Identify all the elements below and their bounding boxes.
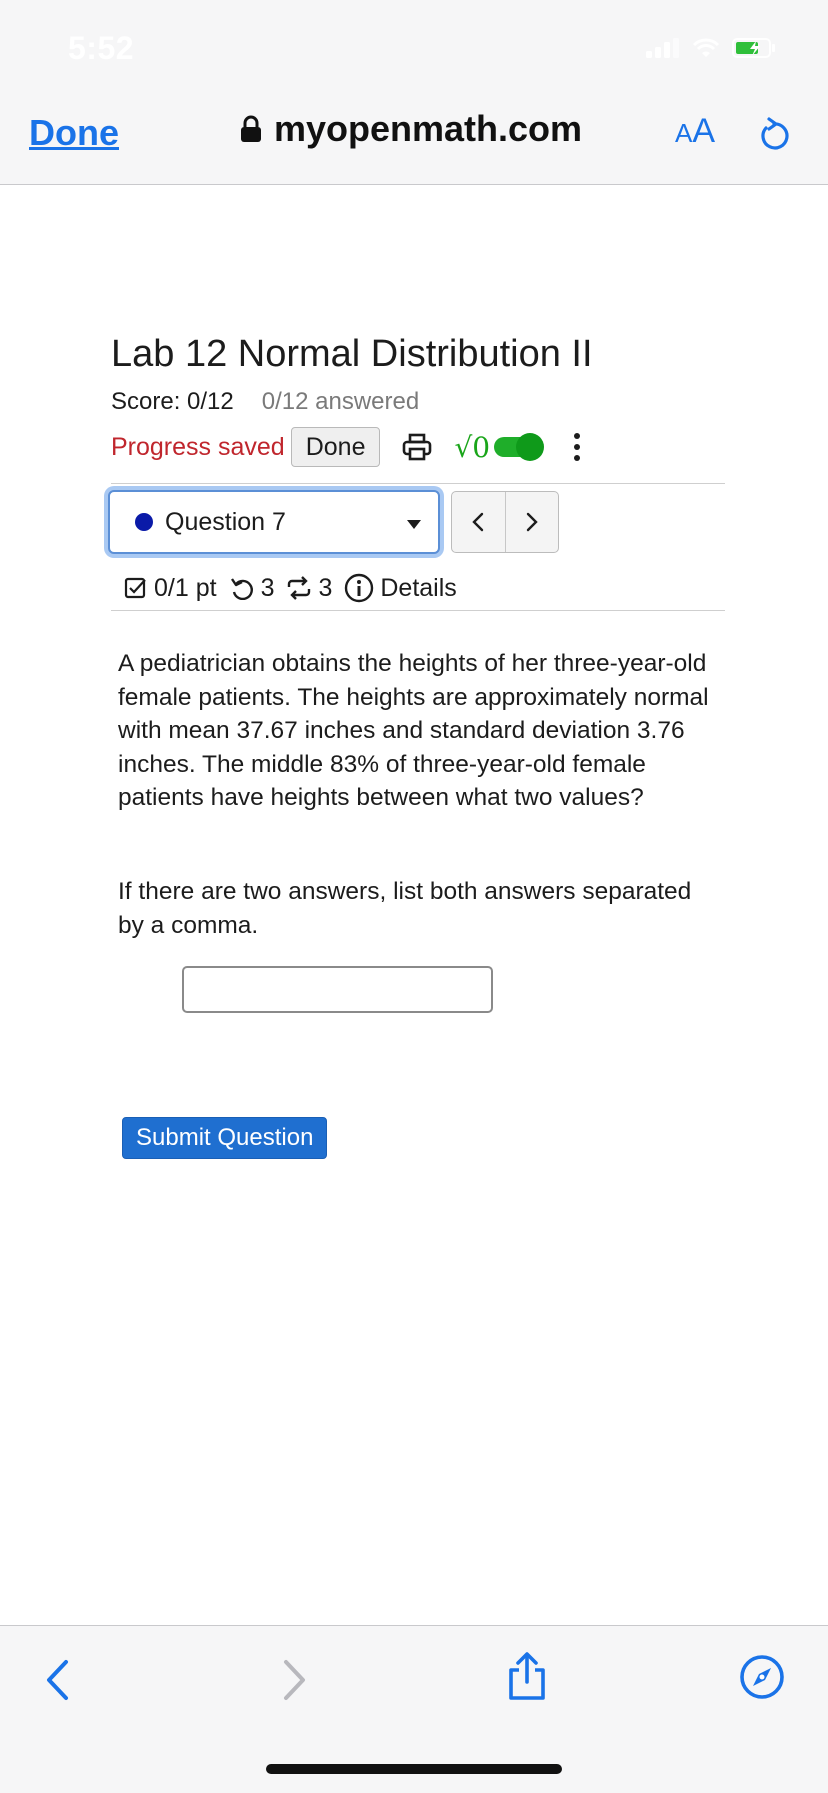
score-row: [111, 388, 419, 416]
status-time: 5:52: [68, 30, 135, 66]
browser-top-bar: [0, 0, 828, 185]
wifi-icon: [692, 38, 720, 58]
browser-done-link[interactable]: Done: [29, 112, 119, 153]
forward-icon[interactable]: [280, 1658, 308, 1702]
print-icon[interactable]: [402, 433, 432, 461]
repeat-icon: [286, 576, 312, 600]
progress-row: [111, 425, 580, 469]
divider-bottom: [111, 610, 725, 611]
question-select[interactable]: [108, 490, 440, 554]
question-select-label: Question 7: [165, 507, 286, 536]
retries-item: [229, 574, 275, 603]
toggle-knob: [516, 433, 544, 461]
question-nav-buttons: [451, 491, 559, 553]
text-size-large-a: A: [692, 112, 716, 150]
checkbox-icon: [124, 576, 148, 600]
sqrt-icon: √0: [454, 430, 491, 464]
math-entry-toggle[interactable]: [454, 431, 540, 464]
chevron-left-icon: [472, 512, 484, 532]
battery-icon: [732, 37, 776, 59]
signal-icon: [646, 38, 680, 58]
answered-count: 0/12 answered: [261, 388, 420, 415]
share-icon[interactable]: [506, 1652, 548, 1702]
undo-icon: [229, 576, 255, 600]
points-text: 0/1 pt: [154, 573, 217, 602]
details-label: Details: [380, 573, 457, 602]
question-status-dot: [135, 513, 153, 531]
toggle-switch[interactable]: [494, 437, 540, 457]
more-options-icon[interactable]: [574, 433, 580, 461]
reload-icon[interactable]: [757, 116, 791, 152]
next-question-button[interactable]: [505, 492, 559, 552]
compass-icon[interactable]: [739, 1654, 785, 1700]
submit-question-button[interactable]: Submit Question: [122, 1117, 327, 1159]
score-text: Score: 0/12: [111, 388, 234, 415]
answer-input[interactable]: [182, 966, 493, 1013]
prev-question-button[interactable]: [452, 492, 505, 552]
text-size-button[interactable]: [675, 112, 715, 151]
address-bar[interactable]: [240, 108, 582, 150]
versions-item: [286, 574, 332, 603]
question-meta-row: [124, 570, 469, 606]
retries-count: 3: [260, 573, 275, 602]
assessment-done-button[interactable]: Done: [291, 427, 381, 467]
divider-top: [111, 483, 725, 484]
back-icon[interactable]: [44, 1658, 72, 1702]
instruction-text: If there are two answers, list both answers separated by a comma.: [118, 878, 692, 939]
text-size-small-a: A: [675, 118, 693, 148]
chevron-right-icon: [526, 512, 538, 532]
versions-count: 3: [318, 573, 333, 602]
status-icons: [646, 36, 776, 60]
progress-saved-text: Progress saved: [111, 432, 285, 461]
url-text: myopenmath.com: [274, 108, 583, 149]
lock-icon: [240, 115, 262, 143]
home-indicator: [266, 1764, 562, 1774]
chevron-down-icon: [407, 520, 421, 529]
info-icon: [344, 573, 374, 603]
question-text: A pediatrician obtains the heights of her three-year-old female patients. The heights are approximately normal with mean 37.67 inches and standard deviation 3.76 inches. The middle 83% of three-year-old female patients have heights between what two values?: [118, 650, 709, 811]
page-title: Lab 12 Normal Distribution II: [111, 333, 593, 375]
details-button[interactable]: [344, 573, 456, 603]
points-item: [124, 574, 217, 603]
